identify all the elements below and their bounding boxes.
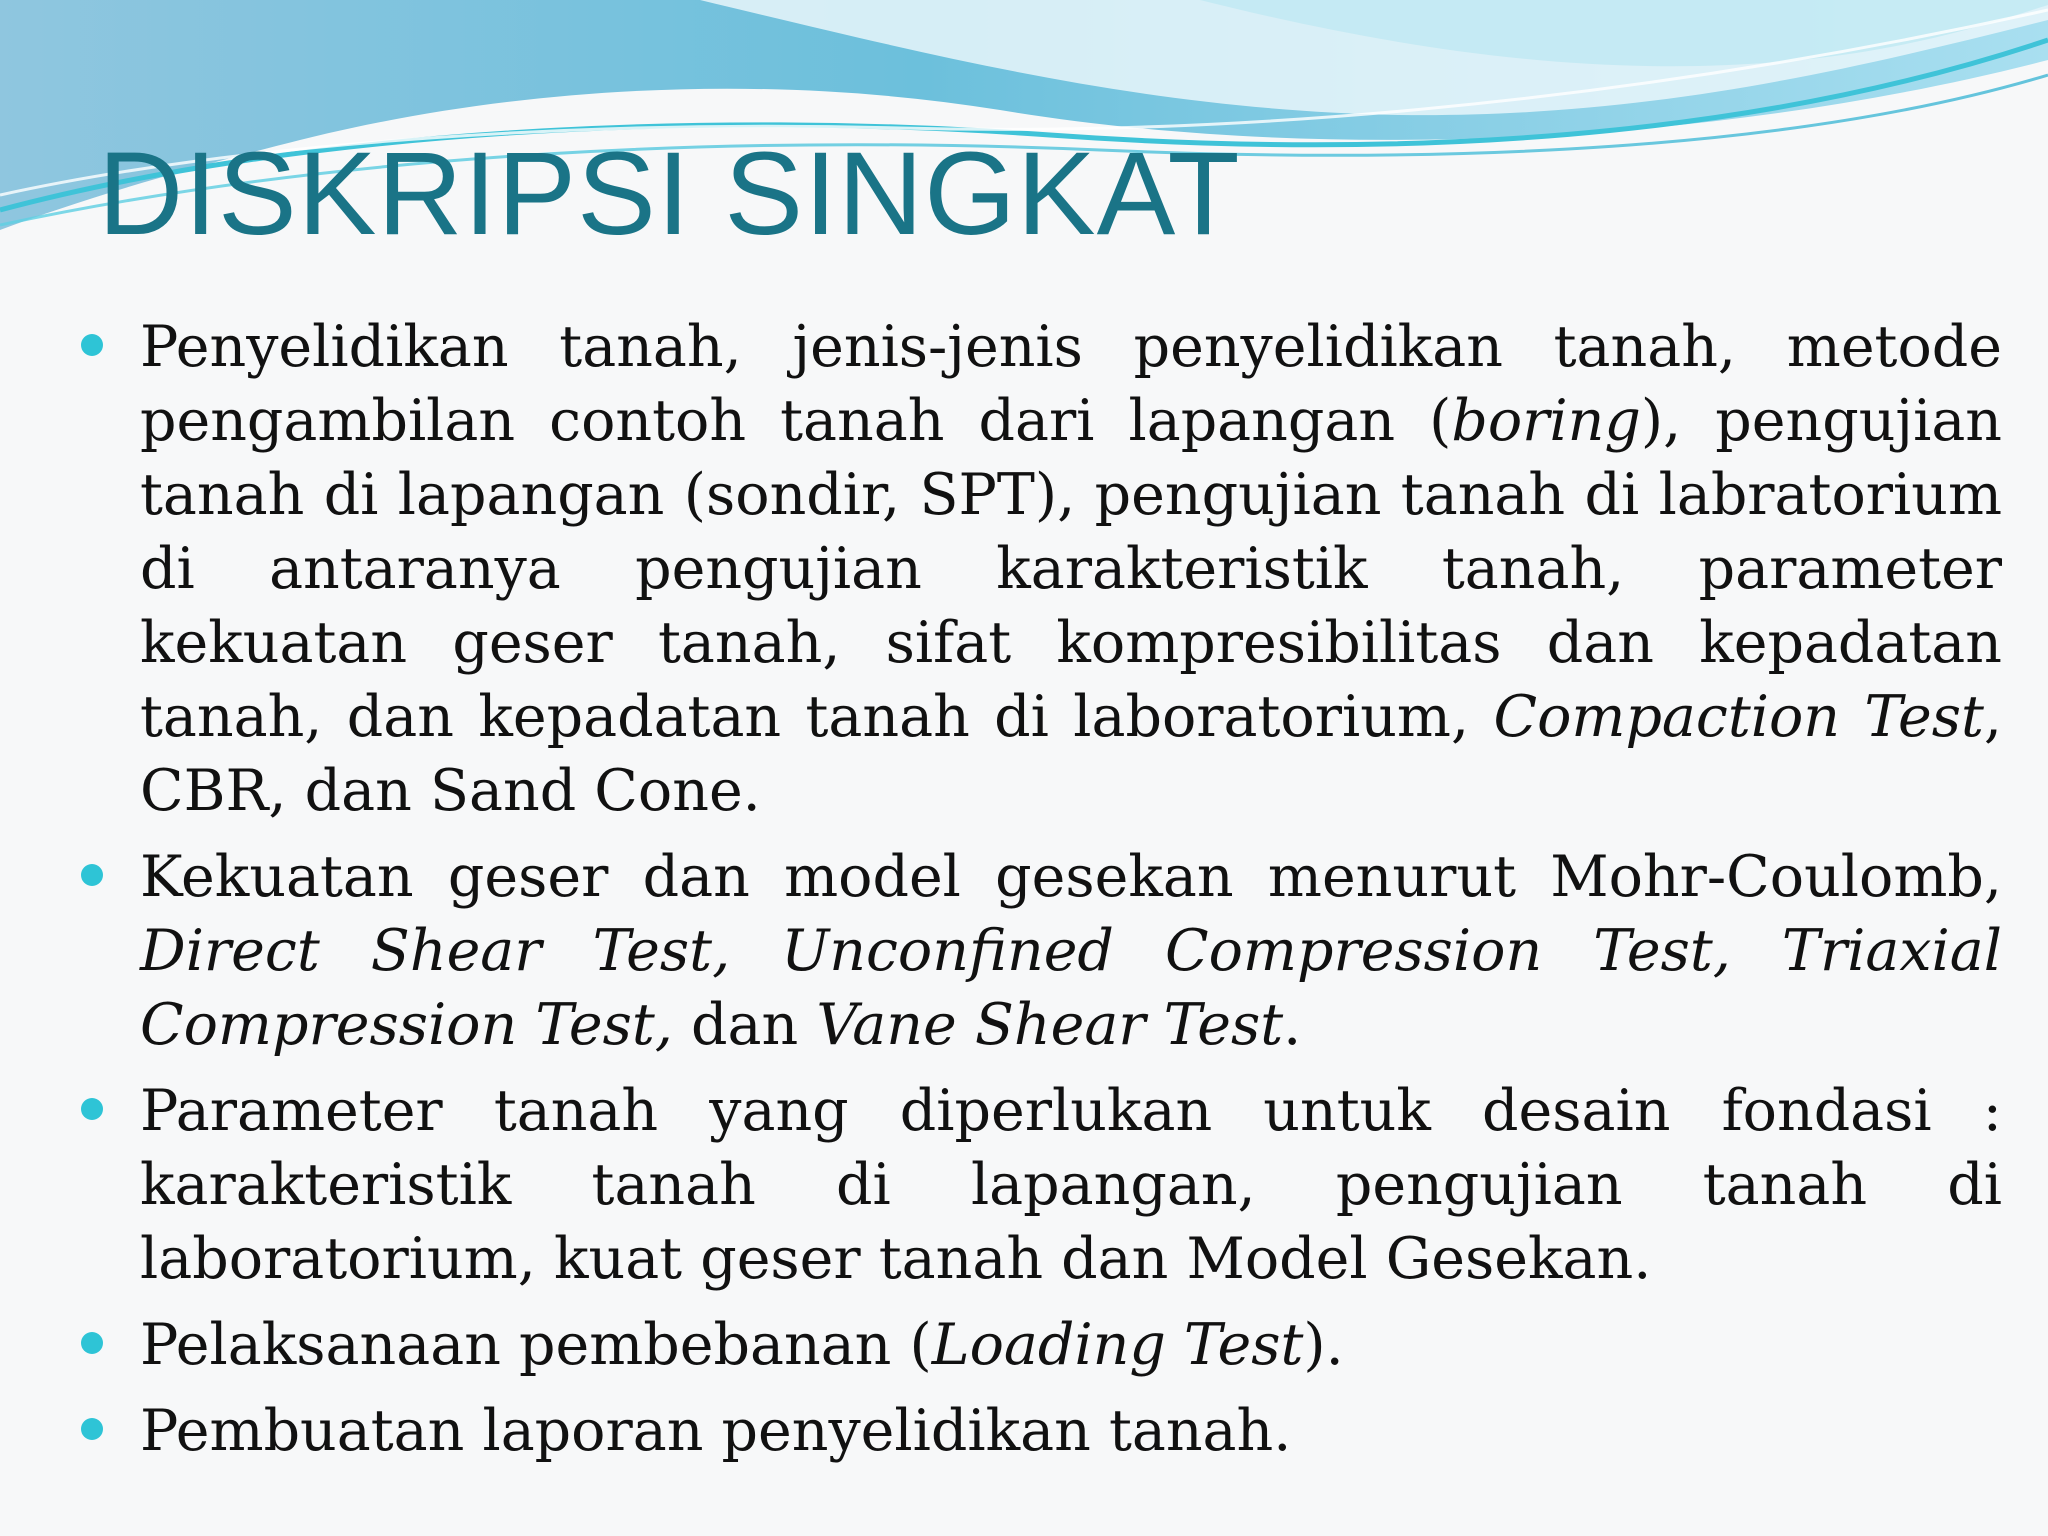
bullet-dot-icon <box>81 1098 103 1120</box>
bullet-text-italic: boring <box>1451 388 1641 454</box>
bullet-dot-icon <box>81 1332 103 1354</box>
bullet-text: . <box>1283 992 1302 1058</box>
bullet-dot-icon <box>81 864 103 886</box>
bullet-text: ), pengujian tanah di lapangan (sondir, SPT), pengujian tanah di labratorium di antaranya pengujian karakteristik tanah, parameter kekuatan geser tanah, sifat kompresibilitas dan kepadatan tanah, dan kepadatan tanah di laboratorium, <box>140 388 2003 750</box>
bullet-text-italic: Loading Test <box>931 1312 1304 1378</box>
bullet-list <box>0 310 2048 1480</box>
bullet-dot-icon <box>81 1418 103 1440</box>
bullet-text-italic: Vane Shear Test <box>816 992 1284 1058</box>
bullet-item-4 <box>0 1308 2002 1382</box>
bullet-text: , CBR, dan Sand Cone. <box>140 684 2002 824</box>
bullet-dot-icon <box>81 334 103 356</box>
bullet-text-italic: Compaction Test <box>1493 684 1984 750</box>
bullet-text: Parameter tanah yang diperlukan untuk desain fondasi : karakteristik tanah di lapangan, pengujian tanah di laboratorium, kuat geser tanah dan Model Gesekan. <box>140 1078 2002 1292</box>
bullet-item-3 <box>0 1074 2002 1296</box>
bullet-text: Pembuatan laporan penyelidikan tanah. <box>140 1398 1292 1464</box>
bullet-text: Pelaksanaan pembebanan ( <box>140 1312 932 1378</box>
slide-title: DISKRIPSI SINGKAT <box>98 128 1241 260</box>
bullet-item-5 <box>0 1394 2002 1468</box>
bullet-text: Penyelidikan tanah, jenis-jenis penyelidikan tanah, metode pengambilan contoh tanah dari lapangan ( <box>140 314 2002 454</box>
bullet-text: ). <box>1303 1312 1344 1378</box>
bullet-text: dan <box>672 992 817 1058</box>
bullet-item-1 <box>0 310 2002 828</box>
bullet-text-italic: Direct Shear Test, Unconfined Compression Test, Triaxial Compression Test, <box>140 918 2002 1058</box>
bullet-text: Kekuatan geser dan model gesekan menurut Mohr-Coulomb, <box>140 844 2002 910</box>
bullet-item-2 <box>0 840 2002 1062</box>
